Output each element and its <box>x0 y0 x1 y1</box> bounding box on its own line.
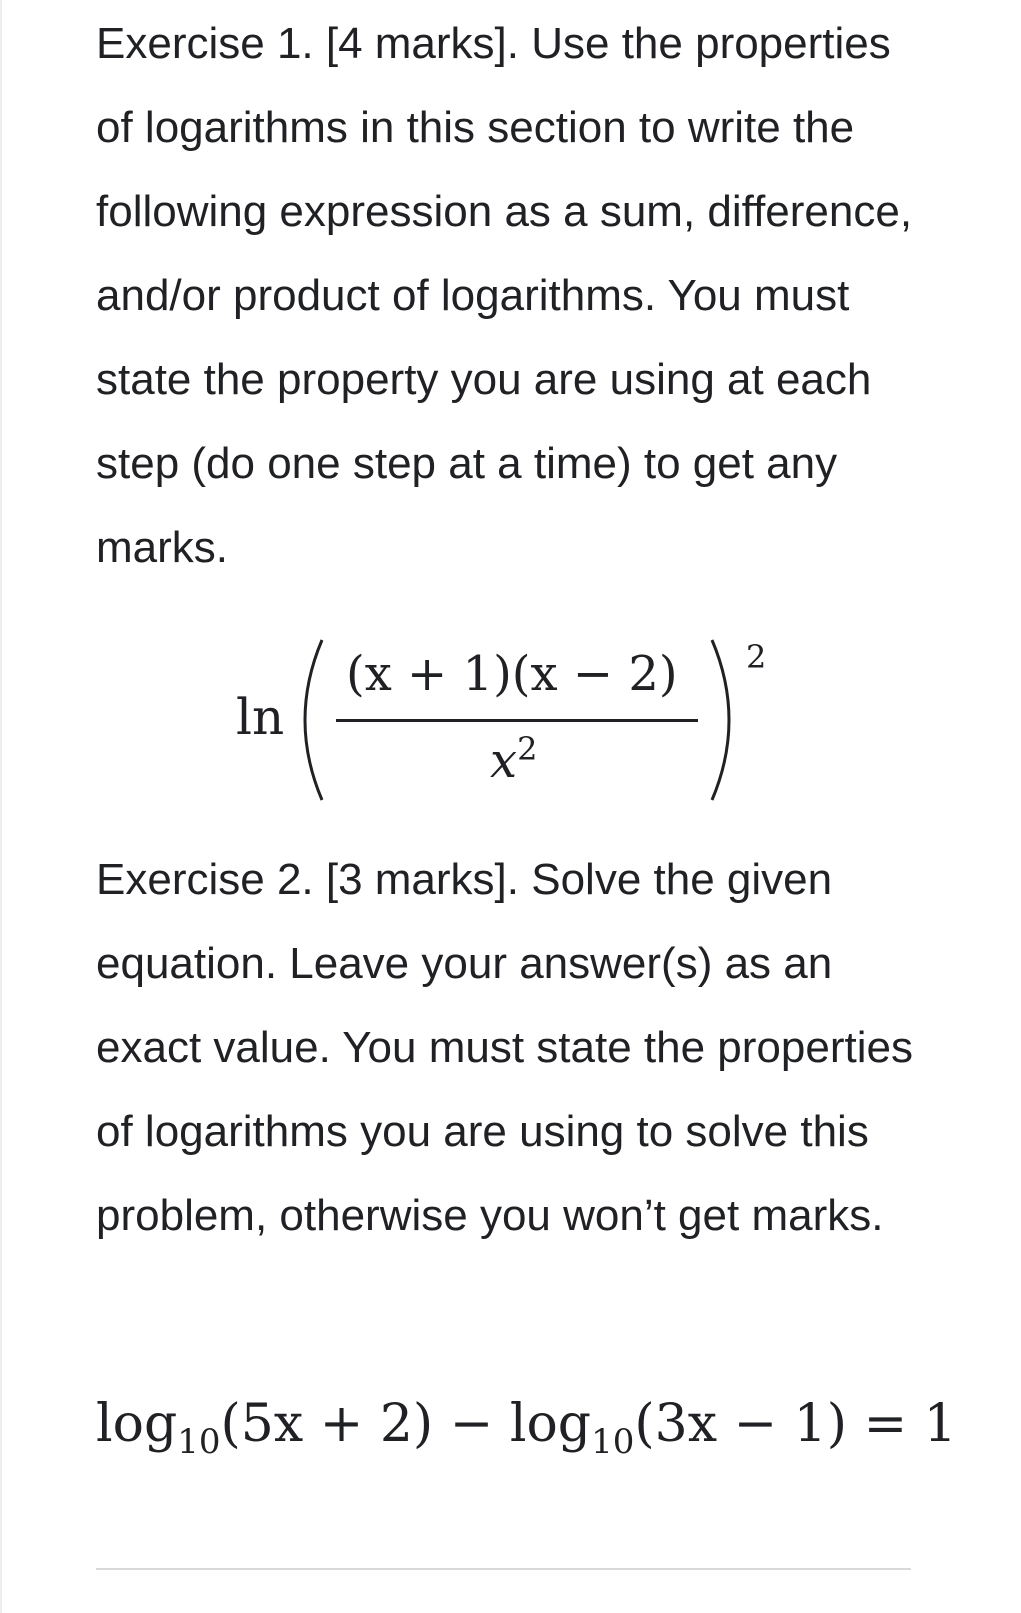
minus-sign: − <box>449 1394 494 1454</box>
fraction-numerator: (x + 1)(x − 2) <box>346 646 678 702</box>
denominator-base: x <box>490 733 518 789</box>
exercise-1-text: Exercise 1. [4 marks]. Use the properties of logarithms in this section to write the following expression as a sum, difference, and/or product of logarithms. You must state the property you are using at each step (do one step at a time) to get any marks. <box>96 19 913 572</box>
denominator-exponent: 2 <box>517 730 538 768</box>
ln-function: ln <box>236 688 285 746</box>
fraction-denominator <box>490 730 537 789</box>
right-paren-icon <box>702 636 752 804</box>
equation-rhs: = 1 <box>863 1394 957 1454</box>
exercise-2-text: Exercise 2. [3 marks]. Solve the given equation. Leave your answer(s) as an exact value. You must state the properties of logarithms you are using to solve this problem, otherwise you won’t get marks. <box>96 855 913 1240</box>
log-base-1: 10 <box>177 1422 221 1462</box>
bottom-divider <box>96 1568 911 1570</box>
log-argument-1: (5x + 2) <box>220 1394 434 1454</box>
outer-exponent: 2 <box>746 638 767 676</box>
left-edge-border <box>0 0 2 1613</box>
log-argument-2: (3x − 1) <box>634 1394 848 1454</box>
log-function-1: log <box>96 1394 178 1454</box>
fraction-bar <box>336 719 698 722</box>
log-base-2: 10 <box>591 1422 635 1462</box>
left-paren-icon <box>282 636 332 804</box>
log-function-2: log <box>509 1394 592 1454</box>
exercise-2-equation <box>96 1394 957 1462</box>
exercise-1-equation <box>236 636 796 806</box>
